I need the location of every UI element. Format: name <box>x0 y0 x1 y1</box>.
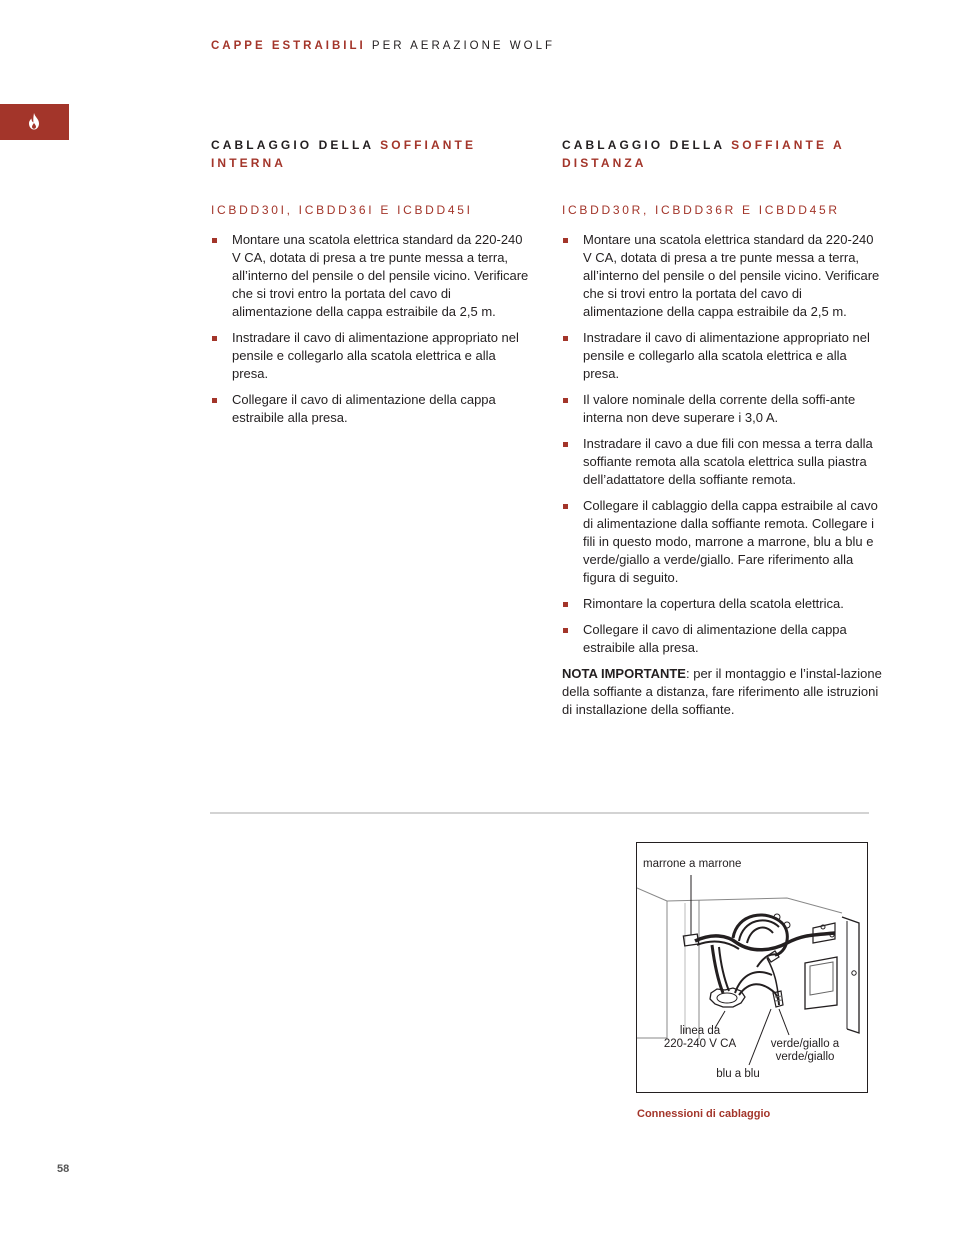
bullet-text: Collegare il cavo di alimentazione della cappa estraibile alla presa. <box>583 622 847 655</box>
bullet-square-icon <box>212 336 217 341</box>
right-title-accent: SOFFIANTE A DISTANZA <box>562 138 845 170</box>
left-bullet-list <box>211 231 531 427</box>
right-section-title <box>562 136 882 172</box>
bullet-square-icon <box>212 398 217 403</box>
important-note <box>562 665 882 719</box>
list-item <box>562 497 882 587</box>
list-item <box>211 391 531 427</box>
bullet-text: Collegare il cavo di alimentazione della cappa estraibile alla presa. <box>232 392 496 425</box>
right-model-numbers: ICBDD30R, ICBDD36R E ICBDD45R <box>562 203 840 217</box>
left-section-title <box>211 136 531 172</box>
left-column <box>211 136 531 435</box>
label-brown-to-brown: marrone a marrone <box>643 858 742 870</box>
list-item <box>211 231 531 321</box>
section-tab <box>0 104 69 140</box>
flame-icon <box>28 113 40 130</box>
bullet-text: Instradare il cavo di alimentazione appropriato nel pensile e collegarlo alla scatola elettrica e alla presa. <box>583 330 870 381</box>
list-item <box>562 435 882 489</box>
bullet-square-icon <box>563 628 568 633</box>
header-accent: CAPPE ESTRAIBILI <box>211 40 366 52</box>
list-item <box>562 621 882 657</box>
bullet-square-icon <box>563 238 568 243</box>
label-green-row1: verde/giallo a <box>770 1038 840 1050</box>
list-item <box>562 231 882 321</box>
list-item <box>211 329 531 383</box>
bullet-text: Montare una scatola elettrica standard da 220-240 V CA, dotata di presa a tre punte messa a terra, all’interno del pensile o del pensile vicino. Verificare che si trovi entro la portata del cavo di alimentazione della cappa estraibile da 2,5 m. <box>232 232 529 319</box>
list-item <box>562 329 882 383</box>
list-item <box>562 391 882 427</box>
header-rest: PER AERAZIONE WOLF <box>365 40 555 52</box>
bullet-text: Instradare il cavo a due fili con messa a terra dalla soffiante remota alla scatola elettrica sulla piastra dell’adattatore della soffiante remota. <box>583 436 873 487</box>
right-bullet-list <box>562 231 882 657</box>
bullet-square-icon <box>563 398 568 403</box>
label-power-line <box>657 1025 743 1051</box>
bullet-square-icon <box>212 238 217 243</box>
bullet-text: Collegare il cablaggio della cappa estraibile al cavo di alimentazione dalla soffiante remota. Collegare i fili in questo modo, marrone a marrone, blu a blu e verde/giallo a verde/giallo. Fare riferimento alla figura di seguito. <box>583 498 878 585</box>
list-item <box>562 595 882 613</box>
bullet-square-icon <box>563 602 568 607</box>
bullet-square-icon <box>563 442 568 447</box>
note-label: NOTA IMPORTANTE <box>562 666 686 681</box>
label-line-row1: linea da <box>679 1025 721 1037</box>
note-text: : per il montaggio e l’instal-lazione della soffiante a distanza, fare riferimento alle istruzioni di installazione della soffiante. <box>562 666 882 717</box>
bullet-text: Instradare il cavo di alimentazione appropriato nel pensile e collegarlo alla scatola elettrica e alla presa. <box>232 330 519 381</box>
bullet-text: Rimontare la copertura della scatola elettrica. <box>583 596 844 611</box>
label-green-row2: verde/giallo <box>775 1051 835 1063</box>
right-title-plain: CABLAGGIO DELLA <box>562 138 732 152</box>
section-divider <box>210 812 869 814</box>
label-green-yellow <box>765 1038 845 1064</box>
running-header <box>211 40 555 52</box>
label-line-row2: 220-240 V CA <box>663 1038 737 1050</box>
figure-caption: Connessioni di cablaggio <box>637 1108 771 1120</box>
left-model-numbers: ICBDD30I, ICBDD36I E ICBDD45I <box>211 203 473 217</box>
left-title-accent: SOFFIANTE INTERNA <box>211 138 477 170</box>
label-blue-to-blue: blu a blu <box>716 1068 760 1080</box>
bullet-text: Montare una scatola elettrica standard da 220-240 V CA, dotata di presa a tre punte messa a terra, all’interno del pensile o del pensile vicino. Verificare che si trovi entro la portata del cavo di alimentazione della cappa estraibile da 2,5 m. <box>583 232 880 319</box>
bullet-square-icon <box>563 336 568 341</box>
wiring-figure <box>636 842 868 1093</box>
page-number: 58 <box>57 1163 70 1175</box>
right-column <box>562 136 882 719</box>
left-title-plain: CABLAGGIO DELLA <box>211 138 381 152</box>
bullet-text: Il valore nominale della corrente della soffi-ante interna non deve superare i 3,0 A. <box>583 392 856 425</box>
bullet-square-icon <box>563 504 568 509</box>
